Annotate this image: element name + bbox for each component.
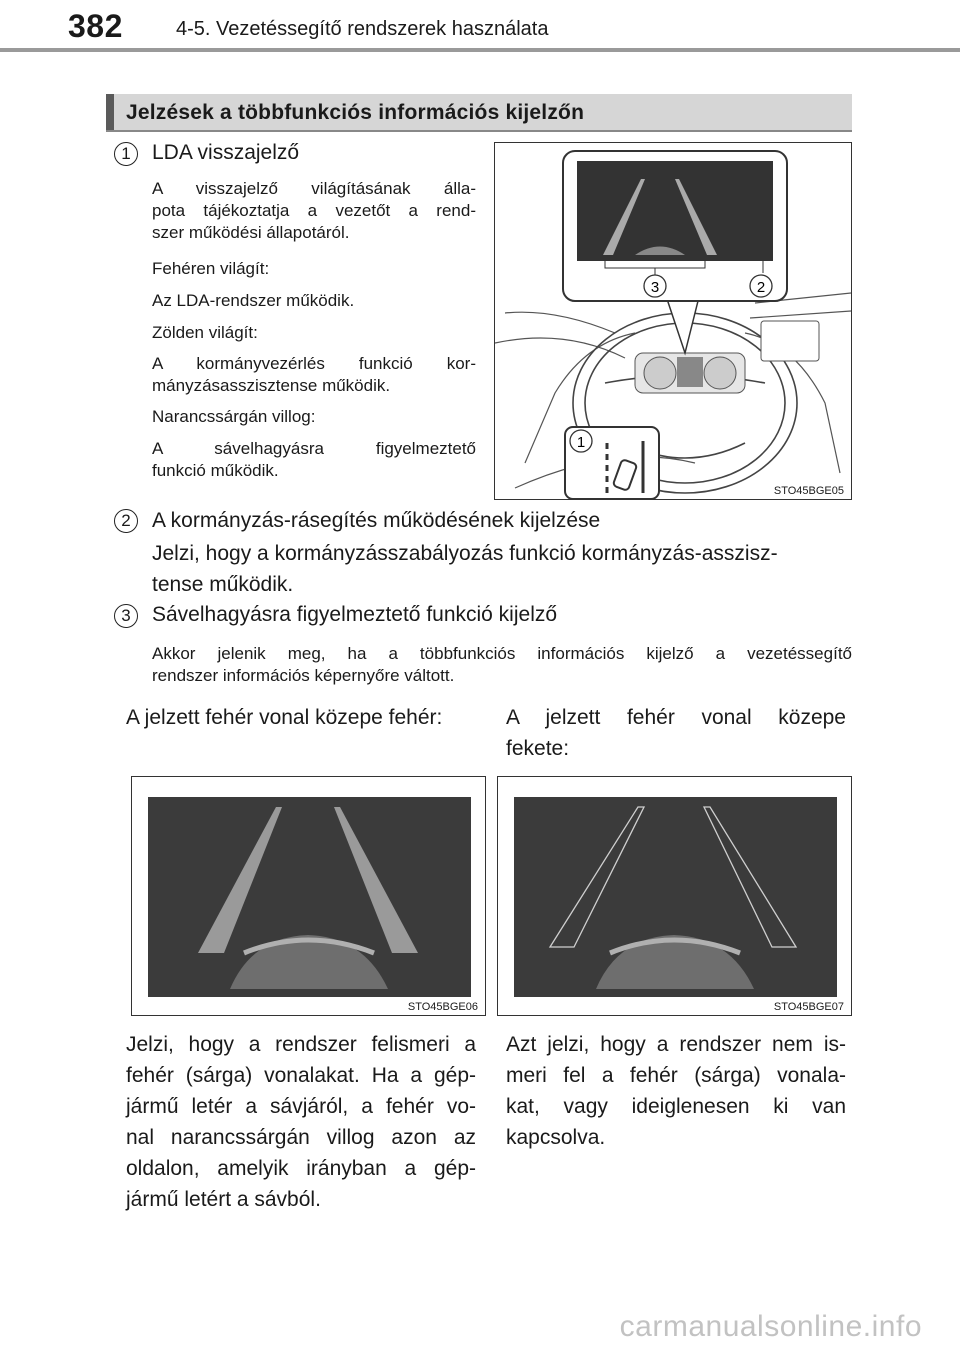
text-line: tense működik.: [152, 573, 294, 596]
item-description: [152, 538, 852, 600]
item-description: [152, 178, 476, 244]
status-label: Fehéren világít:: [152, 259, 270, 278]
column-heading-left: A jelzett fehér vonal közepe fehér:: [126, 706, 443, 729]
text-line: jármű letér a sávjáról, a fehér vo-: [126, 1095, 476, 1118]
text-line: A kormányvezérlés funkció kor-: [152, 354, 476, 373]
dashboard-illustration: [495, 143, 851, 499]
page-number: 382: [68, 8, 123, 44]
text-line: kat, vagy ideiglenesen ki van: [506, 1095, 846, 1118]
text-line: Jelzi, hogy a kormányzásszabályozás funkció kormányzás-asszisz-: [152, 542, 778, 565]
text-line: fekete:: [506, 737, 570, 760]
item-title: LDA visszajelző: [152, 141, 300, 164]
figure-code: STO45BGE07: [771, 1001, 847, 1013]
section-heading-accent: [106, 94, 114, 132]
section-heading: Jelzések a többfunkciós információs kijelzőn: [126, 101, 585, 124]
lane-display-figure-solid: [131, 776, 486, 1016]
text-line: meri fel a fehér (sárga) vonala-: [506, 1064, 846, 1087]
text-line: Akkor jelenik meg, ha a többfunkciós információs kijelző a vezetéssegítő: [152, 644, 852, 663]
status-text: [152, 353, 476, 397]
text-line: A sávelhagyásra figyelmeztető: [152, 439, 476, 458]
column-heading-right: [506, 702, 846, 764]
callout-label: 3: [650, 279, 660, 296]
item-number-badge: 1: [114, 142, 138, 166]
figure-code: STO45BGE06: [405, 1001, 481, 1013]
item-description: [152, 643, 852, 687]
item-number-badge: 3: [114, 604, 138, 628]
text-line: kapcsolva.: [506, 1126, 606, 1149]
text-line: A jelzett fehér vonal közepe: [506, 706, 846, 729]
text-line: Jelzi, hogy a rendszer felismeri a: [126, 1033, 476, 1056]
item-number-badge: 2: [114, 509, 138, 533]
status-text: [152, 438, 476, 482]
status-text: Az LDA-rendszer működik.: [152, 291, 355, 310]
item-title: Sávelhagyásra figyelmeztető funkció kijelző: [152, 603, 558, 626]
text-line: A visszajelző világításának álla-: [152, 179, 476, 198]
callout-label: 2: [756, 279, 766, 296]
chapter-title: 4-5. Vezetéssegítő rendszerek használata: [176, 18, 549, 40]
figure-code: STO45BGE05: [771, 485, 847, 497]
column-text-right: [506, 1029, 846, 1153]
section-underline: [106, 130, 852, 132]
text-line: funkció működik.: [152, 461, 279, 480]
section-heading-bar: [106, 94, 852, 132]
status-label: Narancssárgán villog:: [152, 407, 316, 426]
text-line: pota tájékoztatja a vezetőt a rend-: [152, 201, 476, 220]
lane-display-outline-illustration: [498, 777, 851, 1015]
lane-display-figure-outline: [497, 776, 852, 1016]
column-text-left: [126, 1029, 476, 1215]
dashboard-figure: [494, 142, 852, 500]
text-line: jármű letért a sávból.: [126, 1188, 321, 1211]
text-line: rendszer információs képernyőre váltott.: [152, 666, 455, 685]
watermark: carmanualsonline.info: [619, 1310, 922, 1343]
text-line: fehér (sárga) vonalakat. Ha a gép-: [126, 1064, 476, 1087]
text-line: oldalon, amelyik irányban a gép-: [126, 1157, 476, 1180]
header-rule: [0, 48, 960, 52]
item-title: A kormányzás-rásegítés működésének kijelzése: [152, 509, 601, 532]
text-line: Azt jelzi, hogy a rendszer nem is-: [506, 1033, 846, 1056]
status-label: Zölden világít:: [152, 323, 258, 342]
text-line: nal narancssárgán villog azon az: [126, 1126, 476, 1149]
callout-label: 1: [576, 434, 586, 451]
lane-display-solid-illustration: [132, 777, 485, 1015]
text-line: mányzásasszisztense működik.: [152, 376, 391, 395]
text-line: szer működési állapotáról.: [152, 223, 350, 242]
